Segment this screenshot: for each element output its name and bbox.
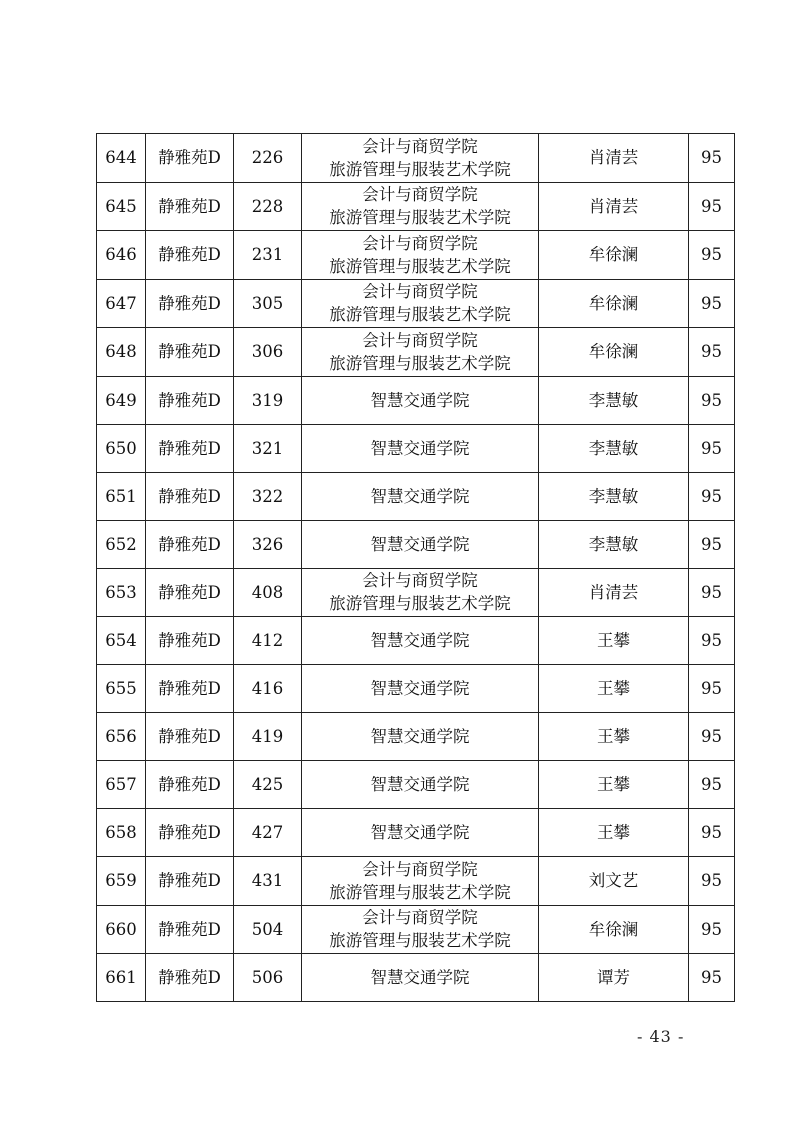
cell-room: 306	[234, 328, 302, 377]
cell-score: 95	[689, 905, 735, 954]
college-line-1: 智慧交通学院	[370, 534, 470, 554]
college-line-2: 旅游管理与服装艺术学院	[329, 159, 511, 179]
cell-person: 牟徐澜	[539, 328, 689, 377]
cell-room: 319	[234, 376, 302, 424]
cell-person: 刘文艺	[539, 857, 689, 906]
table-row	[97, 182, 735, 231]
cell-room: 506	[234, 954, 302, 1002]
college-line-2: 旅游管理与服装艺术学院	[329, 931, 511, 951]
table-row	[97, 134, 735, 183]
cell-number: 645	[97, 182, 146, 231]
cell-college	[302, 182, 539, 231]
cell-score: 95	[689, 665, 735, 713]
cell-college	[302, 665, 539, 713]
cell-person: 王攀	[539, 761, 689, 809]
cell-room: 425	[234, 761, 302, 809]
cell-building: 静雅苑D	[146, 231, 234, 280]
cell-room: 427	[234, 809, 302, 857]
college-line-1: 智慧交通学院	[370, 390, 470, 410]
cell-person: 牟徐澜	[539, 905, 689, 954]
cell-building: 静雅苑D	[146, 279, 234, 328]
cell-number: 655	[97, 665, 146, 713]
cell-room: 321	[234, 424, 302, 472]
college-line-1: 会计与商贸学院	[362, 233, 478, 253]
cell-number: 656	[97, 713, 146, 761]
cell-building: 静雅苑D	[146, 134, 234, 183]
cell-person: 王攀	[539, 617, 689, 665]
cell-person: 李慧敏	[539, 376, 689, 424]
college-line-2: 旅游管理与服装艺术学院	[329, 256, 511, 276]
cell-person: 王攀	[539, 665, 689, 713]
cell-college	[302, 954, 539, 1002]
cell-building: 静雅苑D	[146, 954, 234, 1002]
table-row	[97, 568, 735, 617]
cell-college	[302, 617, 539, 665]
cell-score: 95	[689, 761, 735, 809]
cell-room: 231	[234, 231, 302, 280]
cell-room: 226	[234, 134, 302, 183]
cell-person: 肖清芸	[539, 134, 689, 183]
cell-number: 649	[97, 376, 146, 424]
college-line-1: 智慧交通学院	[370, 438, 470, 458]
cell-number: 644	[97, 134, 146, 183]
cell-person: 李慧敏	[539, 424, 689, 472]
table-row	[97, 328, 735, 377]
cell-room: 326	[234, 520, 302, 568]
cell-number: 651	[97, 472, 146, 520]
cell-building: 静雅苑D	[146, 520, 234, 568]
cell-score: 95	[689, 568, 735, 617]
table-row	[97, 472, 735, 520]
college-line-1: 会计与商贸学院	[362, 571, 478, 591]
cell-building: 静雅苑D	[146, 424, 234, 472]
cell-building: 静雅苑D	[146, 328, 234, 377]
cell-building: 静雅苑D	[146, 713, 234, 761]
table-row	[97, 954, 735, 1002]
cell-building: 静雅苑D	[146, 617, 234, 665]
cell-number: 661	[97, 954, 146, 1002]
table-row	[97, 665, 735, 713]
cell-score: 95	[689, 617, 735, 665]
table-row	[97, 376, 735, 424]
cell-number: 660	[97, 905, 146, 954]
dormitory-score-table	[96, 133, 735, 1002]
cell-college	[302, 905, 539, 954]
cell-college	[302, 376, 539, 424]
college-line-1: 会计与商贸学院	[362, 136, 478, 156]
cell-person: 谭芳	[539, 954, 689, 1002]
cell-room: 408	[234, 568, 302, 617]
cell-score: 95	[689, 279, 735, 328]
cell-building: 静雅苑D	[146, 809, 234, 857]
table-row	[97, 617, 735, 665]
cell-score: 95	[689, 424, 735, 472]
cell-college	[302, 857, 539, 906]
college-line-1: 智慧交通学院	[370, 486, 470, 506]
cell-number: 646	[97, 231, 146, 280]
cell-room: 412	[234, 617, 302, 665]
table-row	[97, 905, 735, 954]
cell-score: 95	[689, 954, 735, 1002]
cell-number: 659	[97, 857, 146, 906]
cell-college	[302, 328, 539, 377]
cell-room: 416	[234, 665, 302, 713]
cell-person: 肖清芸	[539, 568, 689, 617]
cell-college	[302, 472, 539, 520]
cell-score: 95	[689, 328, 735, 377]
cell-college	[302, 761, 539, 809]
cell-building: 静雅苑D	[146, 472, 234, 520]
cell-college	[302, 231, 539, 280]
cell-score: 95	[689, 713, 735, 761]
cell-score: 95	[689, 182, 735, 231]
cell-room: 419	[234, 713, 302, 761]
table-row	[97, 761, 735, 809]
cell-number: 654	[97, 617, 146, 665]
cell-room: 305	[234, 279, 302, 328]
cell-person: 王攀	[539, 809, 689, 857]
college-line-1: 智慧交通学院	[370, 823, 470, 842]
cell-building: 静雅苑D	[146, 857, 234, 906]
cell-number: 657	[97, 761, 146, 809]
cell-college	[302, 809, 539, 857]
college-line-1: 会计与商贸学院	[362, 330, 478, 350]
table-row	[97, 424, 735, 472]
cell-building: 静雅苑D	[146, 182, 234, 231]
cell-room: 228	[234, 182, 302, 231]
cell-building: 静雅苑D	[146, 905, 234, 954]
college-line-2: 旅游管理与服装艺术学院	[329, 353, 511, 373]
cell-building: 静雅苑D	[146, 568, 234, 617]
cell-college	[302, 520, 539, 568]
cell-person: 牟徐澜	[539, 279, 689, 328]
cell-person: 肖清芸	[539, 182, 689, 231]
table-body	[97, 134, 735, 1002]
college-line-1: 智慧交通学院	[370, 775, 470, 794]
table-row	[97, 713, 735, 761]
cell-person: 李慧敏	[539, 472, 689, 520]
cell-score: 95	[689, 231, 735, 280]
table-row	[97, 279, 735, 328]
cell-room: 504	[234, 905, 302, 954]
cell-person: 李慧敏	[539, 520, 689, 568]
cell-college	[302, 424, 539, 472]
cell-room: 322	[234, 472, 302, 520]
cell-score: 95	[689, 376, 735, 424]
cell-number: 647	[97, 279, 146, 328]
cell-number: 658	[97, 809, 146, 857]
college-line-1: 会计与商贸学院	[362, 185, 478, 205]
college-line-1: 智慧交通学院	[370, 727, 470, 746]
college-line-1: 会计与商贸学院	[362, 859, 478, 879]
cell-person: 牟徐澜	[539, 231, 689, 280]
page-number: - 43 -	[637, 1027, 685, 1046]
table-row	[97, 520, 735, 568]
table-row	[97, 231, 735, 280]
college-line-2: 旅游管理与服装艺术学院	[329, 594, 511, 614]
cell-person: 王攀	[539, 713, 689, 761]
college-line-1: 智慧交通学院	[370, 631, 470, 650]
cell-score: 95	[689, 520, 735, 568]
cell-college	[302, 134, 539, 183]
college-line-1: 智慧交通学院	[370, 968, 470, 987]
cell-number: 648	[97, 328, 146, 377]
college-line-1: 智慧交通学院	[370, 679, 470, 698]
cell-score: 95	[689, 134, 735, 183]
cell-number: 652	[97, 520, 146, 568]
college-line-1: 会计与商贸学院	[362, 282, 478, 302]
college-line-2: 旅游管理与服装艺术学院	[329, 882, 511, 902]
cell-college	[302, 279, 539, 328]
cell-score: 95	[689, 809, 735, 857]
cell-building: 静雅苑D	[146, 761, 234, 809]
cell-college	[302, 713, 539, 761]
table-row	[97, 857, 735, 906]
cell-room: 431	[234, 857, 302, 906]
cell-number: 650	[97, 424, 146, 472]
cell-score: 95	[689, 857, 735, 906]
college-line-2: 旅游管理与服装艺术学院	[329, 208, 511, 228]
cell-score: 95	[689, 472, 735, 520]
cell-building: 静雅苑D	[146, 665, 234, 713]
college-line-1: 会计与商贸学院	[362, 908, 478, 928]
cell-college	[302, 568, 539, 617]
cell-building: 静雅苑D	[146, 376, 234, 424]
cell-number: 653	[97, 568, 146, 617]
college-line-2: 旅游管理与服装艺术学院	[329, 305, 511, 325]
table-row	[97, 809, 735, 857]
